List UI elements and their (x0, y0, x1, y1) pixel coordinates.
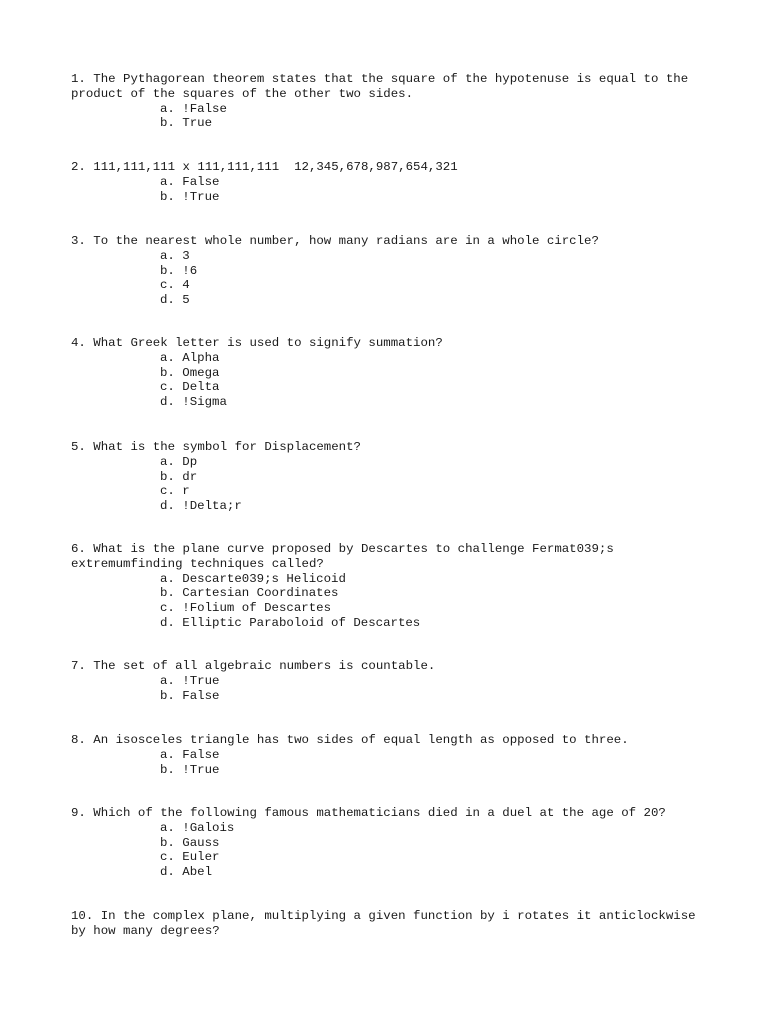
option-list (71, 821, 711, 880)
option-a: a. Dp (160, 454, 198, 469)
option-a: a. !True (160, 673, 220, 688)
option-c: c. 4 (160, 278, 190, 293)
question-1 (71, 72, 711, 131)
question-7 (71, 659, 711, 703)
option-c: c. Delta (160, 380, 220, 395)
option-b: b. !True (160, 762, 220, 777)
option-d: d. 5 (160, 293, 190, 308)
option-d: d. Elliptic Paraboloid of Descartes (160, 615, 421, 630)
question-text: 1. The Pythagorean theorem states that the square of the hypotenuse is equal to the product of the squares of the other two sides. (71, 72, 696, 101)
option-d: d. !Sigma (160, 395, 227, 410)
option-a: a. !False (160, 101, 227, 116)
option-list (71, 351, 711, 410)
option-list (71, 674, 711, 704)
option-b: b. dr (160, 469, 198, 484)
option-b: b. False (160, 688, 220, 703)
option-list (71, 102, 711, 132)
option-list (71, 748, 711, 778)
question-text: 5. What is the symbol for Displacement? (71, 440, 361, 454)
option-d: d. Abel (160, 865, 213, 880)
option-c: c. r (160, 484, 190, 499)
option-list (71, 249, 711, 308)
question-4 (71, 336, 711, 410)
option-b: b. Cartesian Coordinates (160, 586, 339, 601)
question-2 (71, 160, 711, 204)
option-b: b. !True (160, 189, 220, 204)
option-a: a. !Galois (160, 820, 235, 835)
option-a: a. False (160, 174, 220, 189)
option-list (71, 572, 711, 631)
option-d: d. !Delta;r (160, 499, 242, 514)
question-text: 8. An isosceles triangle has two sides of equal length as opposed to three. (71, 733, 629, 747)
question-text: 2. 111,111,111 x 111,111,111 12,345,678,987,654,321 (71, 160, 458, 174)
question-3 (71, 234, 711, 308)
question-text: 7. The set of all algebraic numbers is countable. (71, 659, 436, 673)
option-b: b. Omega (160, 365, 220, 380)
question-8 (71, 733, 711, 777)
option-a: a. 3 (160, 248, 190, 263)
question-text: 3. To the nearest whole number, how many radians are in a whole circle? (71, 234, 599, 248)
option-a: a. Descarte039;s Helicoid (160, 571, 346, 586)
option-c: c. !Folium of Descartes (160, 601, 332, 616)
option-a: a. False (160, 747, 220, 762)
question-text: 9. Which of the following famous mathematicians died in a duel at the age of 20? (71, 806, 666, 820)
option-c: c. Euler (160, 850, 220, 865)
option-b: b. Gauss (160, 835, 220, 850)
question-text: 10. In the complex plane, multiplying a given function by i rotates it anticlockwise by how many degrees? (71, 909, 704, 938)
question-text: 6. What is the plane curve proposed by Descartes to challenge Fermat039;s extremumfinding techniques called? (71, 542, 622, 571)
option-a: a. Alpha (160, 350, 220, 365)
question-5 (71, 440, 711, 514)
question-6 (71, 542, 711, 631)
option-b: b. True (160, 116, 213, 131)
question-9 (71, 806, 711, 880)
question-10 (71, 909, 711, 939)
question-text: 4. What Greek letter is used to signify summation? (71, 336, 443, 350)
option-list (71, 455, 711, 514)
option-list (71, 175, 711, 205)
option-b: b. !6 (160, 263, 198, 278)
